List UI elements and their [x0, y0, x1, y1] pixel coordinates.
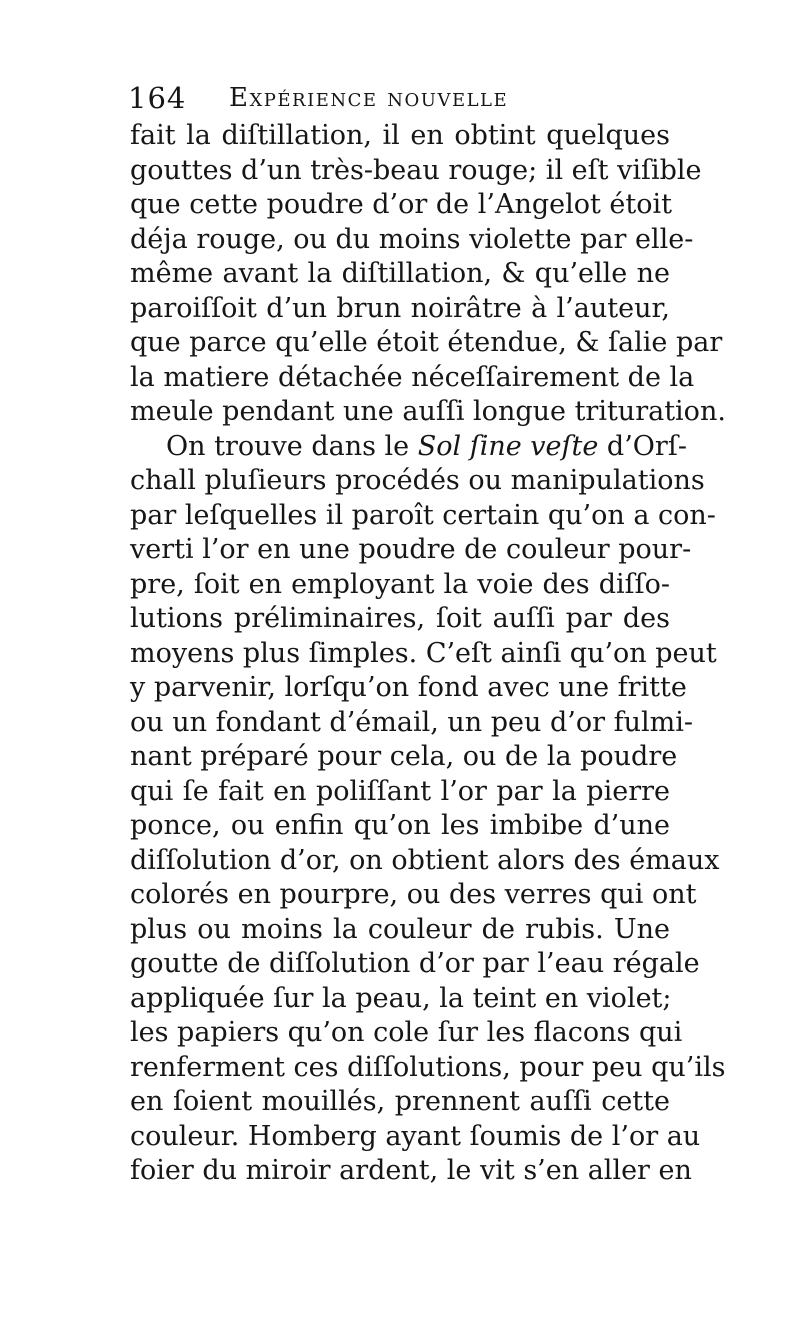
text-line-26: appliquée ſur la peau, la teint en violet; [130, 982, 672, 1014]
text-line-25: goutte de diſſolution d’or par l’eau régale [130, 948, 700, 979]
text-line-23: colorés en pourpre, ou des verres qui ont [130, 879, 697, 910]
text-line-5: même avant la diſtillation, & qu’elle ne [130, 258, 670, 289]
text-line-28: renferment ces diſſolutions, pour peu qu’ils [130, 1051, 726, 1083]
text-line-10: On trouve dans le Sol ſine veſte d’Orſ- [166, 430, 687, 462]
text-line-18: ou un fondant d’émail, un peu d’or fulmi- [130, 706, 693, 738]
text-line-6: paroiſſoit d’un brun noirâtre à l’auteur, [130, 292, 670, 324]
text-line-2: gouttes d’un très-beau rouge; il eſt viſible [130, 154, 702, 186]
text-line-13: verti l’or en une poudre de couleur pour- [130, 534, 692, 565]
text-line-3: que cette poudre d’or de l’Angelot étoit [130, 189, 672, 220]
running-head: Expérience nouvelle [229, 83, 509, 113]
text-line-14: pre, ſoit en employant la voie des diſſo- [130, 568, 670, 600]
text-line-27: les papiers qu’on cole ſur les flacons qui [130, 1017, 683, 1048]
text-line-19: nant préparé pour cela, ou de la poudre [130, 741, 678, 772]
text-line-31: foier du miroir ardent, le vit s’en aller en [130, 1155, 692, 1186]
text-line-1: fait la diſtillation, il en obtint quelques [130, 120, 670, 151]
text-line-7: que parce qu’elle étoit étendue, & ſalie par [130, 327, 723, 358]
text-line-12: par leſquelles il paroît certain qu’on a con- [130, 499, 716, 531]
text-line-17: y parvenir, lorſqu’on fond avec une fritte [130, 672, 687, 703]
text-line-8: la matiere détachée néceſſairement de la [130, 361, 695, 393]
italic-title: Sol ſine veſte [417, 430, 599, 462]
text-line-20: qui ſe fait en poliſſant l’or par la pierre [130, 775, 670, 807]
text-line-24: plus ou moins la couleur de rubis. Une [130, 913, 670, 945]
page-number: 164 [128, 81, 187, 115]
page-header [128, 78, 688, 118]
text-line-11: chall pluſieurs procédés ou manipulations [130, 465, 705, 496]
body-text [130, 119, 726, 1189]
text-line-30: couleur. Homberg ayant ſoumis de l’or au [130, 1120, 701, 1152]
text-line-9: meule pendant une auſſi longue trituration. [130, 396, 726, 427]
text-line-4: déja rouge, ou du moins violette par elle- [130, 223, 694, 255]
text-line-29: en ſoient mouillés, prennent auſſi cette [130, 1086, 670, 1117]
text-line-21: ponce, ou enfin qu’on les imbibe d’une [130, 810, 670, 841]
text-line-22: diſſolution d’or, on obtient alors des émaux [130, 844, 720, 876]
text-line-15: lutions préliminaires, ſoit auſſi par des [130, 603, 670, 634]
text-line-16: moyens plus ſimples. C’eſt ainſi qu’on peut [130, 637, 717, 669]
